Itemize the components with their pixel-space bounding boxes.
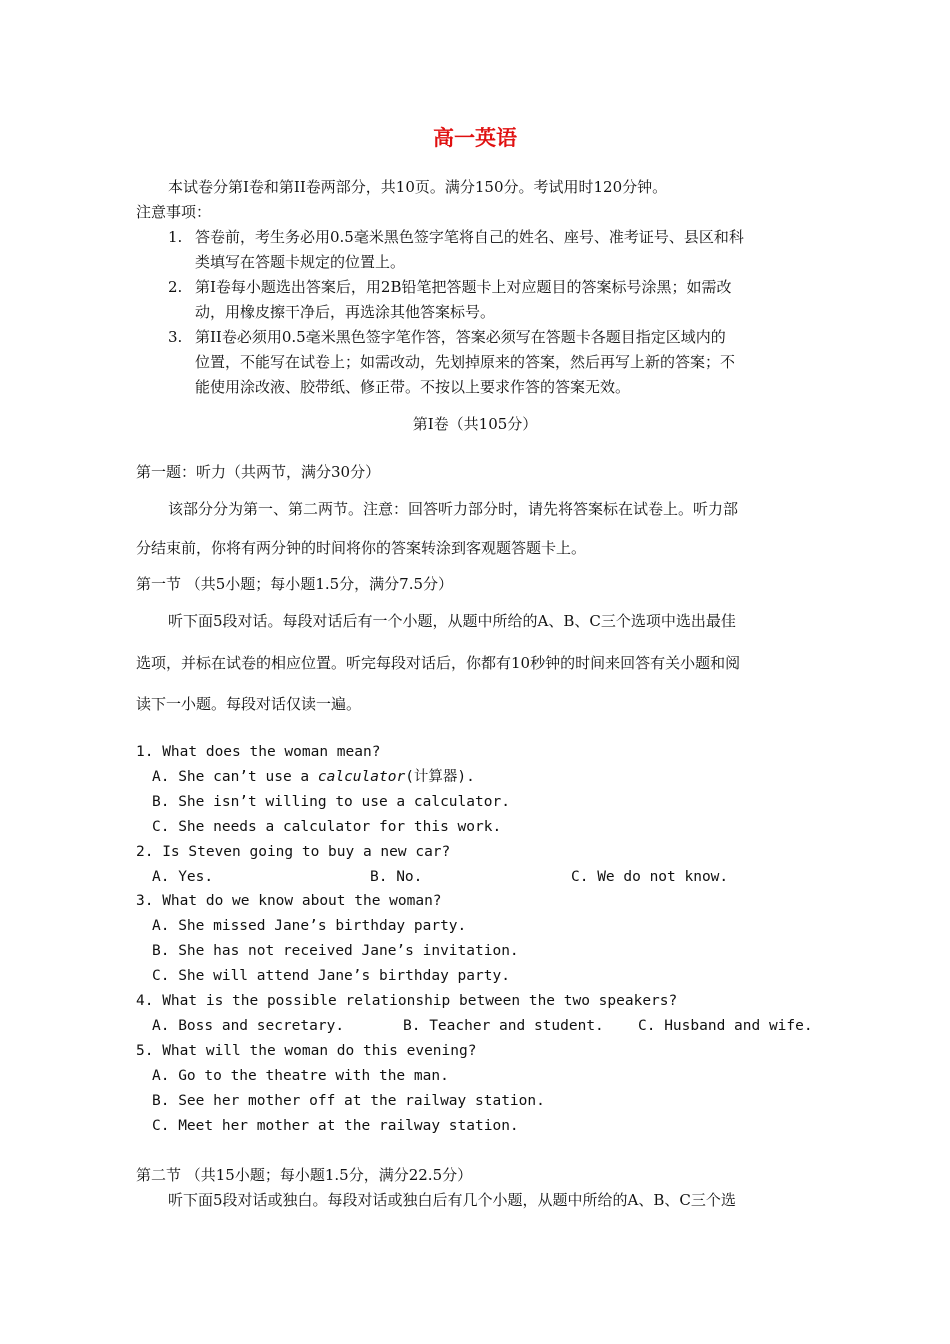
section1-desc: 选项，并标在试卷的相应位置。听完每段对话后，你都有10秒钟的时间来回答有关小题和阅 [136,654,741,672]
question-2: 2. Is Steven going to buy a new car? [136,844,451,860]
intro-text: 本试卷分第Ⅰ卷和第II卷两部分，共10页。满分150分。考试用时120分钟。 [168,178,668,196]
option-3c: C. She will attend Jane’s birthday party. [152,968,510,984]
option-5c: C. Meet her mother at the railway station. [152,1118,519,1134]
option-1a: A. She can’t use a calculator(计算器). [152,769,475,785]
option-4c: C. Husband and wife. [638,1018,813,1034]
notice-line: 答卷前，考生务必用0.5毫米黑色签字笔将自己的姓名、座号、准考证号、县区和科 [195,228,744,246]
option-1b: B. She isn’t willing to use a calculator. [152,794,510,810]
notice-line: 第Ⅰ卷每小题选出答案后，用2B铅笔把答题卡上对应题目的答案标号涂黑；如需改 [195,278,732,296]
notice-heading: 注意事项： [136,203,212,221]
part1-desc: 分结束前，你将有两分钟的时间将你的答案转涂到客观题答题卡上。 [136,539,587,557]
section2-desc: 听下面5段对话或独白。每段对话或独白后有几个小题，从题中所给的A、B、C三个选 [168,1191,736,1209]
section2-heading: 第二节 （共15小题；每小题1.5分，满分22.5分） [136,1166,473,1184]
notice-number: 1. [168,228,183,246]
option-3b: B. She has not received Jane’s invitation. [152,943,519,959]
notice-line: 类填写在答题卡规定的位置上。 [195,253,406,271]
option-5b: B. See her mother off at the railway station. [152,1093,545,1109]
notice-line: 第II卷必须用0.5毫米黑色签字笔作答，答案必须写在答题卡各题目指定区域内的 [195,328,726,346]
volume-heading: 第Ⅰ卷（共105分） [412,415,538,433]
question-5: 5. What will the woman do this evening? [136,1043,477,1059]
section1-desc: 听下面5段对话。每段对话后有一个小题，从题中所给的A、B、C三个选项中选出最佳 [168,612,736,630]
option-1c: C. She needs a calculator for this work. [152,819,502,835]
notice-line: 动，用橡皮擦干净后，再选涂其他答案标号。 [195,303,496,321]
notice-line: 位置，不能写在试卷上；如需改动，先划掉原来的答案，然后再写上新的答案；不 [195,353,736,371]
option-2c: C. We do not know. [571,869,729,885]
option-5a: A. Go to the theatre with the man. [152,1068,449,1084]
notice-line: 能使用涂改液、胶带纸、修正带。不按以上要求作答的答案无效。 [195,378,631,396]
option-4a: A. Boss and secretary. [152,1018,345,1034]
question-3: 3. What do we know about the woman? [136,893,442,909]
option-2a: A. Yes. [152,869,214,885]
question-1: 1. What does the woman mean? [136,744,381,760]
section1-heading: 第一节 （共5小题；每小题1.5分，满分7.5分） [136,575,454,593]
section1-desc: 读下一小题。每段对话仅读一遍。 [136,695,362,713]
page-title: 高一英语 [433,126,517,150]
option-3a: A. She missed Jane’s birthday party. [152,918,467,934]
question-4: 4. What is the possible relationship between the two speakers? [136,993,678,1009]
option-4b: B. Teacher and student. [403,1018,604,1034]
notice-number: 2. [168,278,183,296]
notice-number: 3. [168,328,183,346]
part1-heading: 第一题：听力（共两节，满分30分） [136,463,381,481]
option-2b: B. No. [370,869,423,885]
part1-desc: 该部分分为第一、第二两节。注意：回答听力部分时，请先将答案标在试卷上。听力部 [168,500,739,518]
